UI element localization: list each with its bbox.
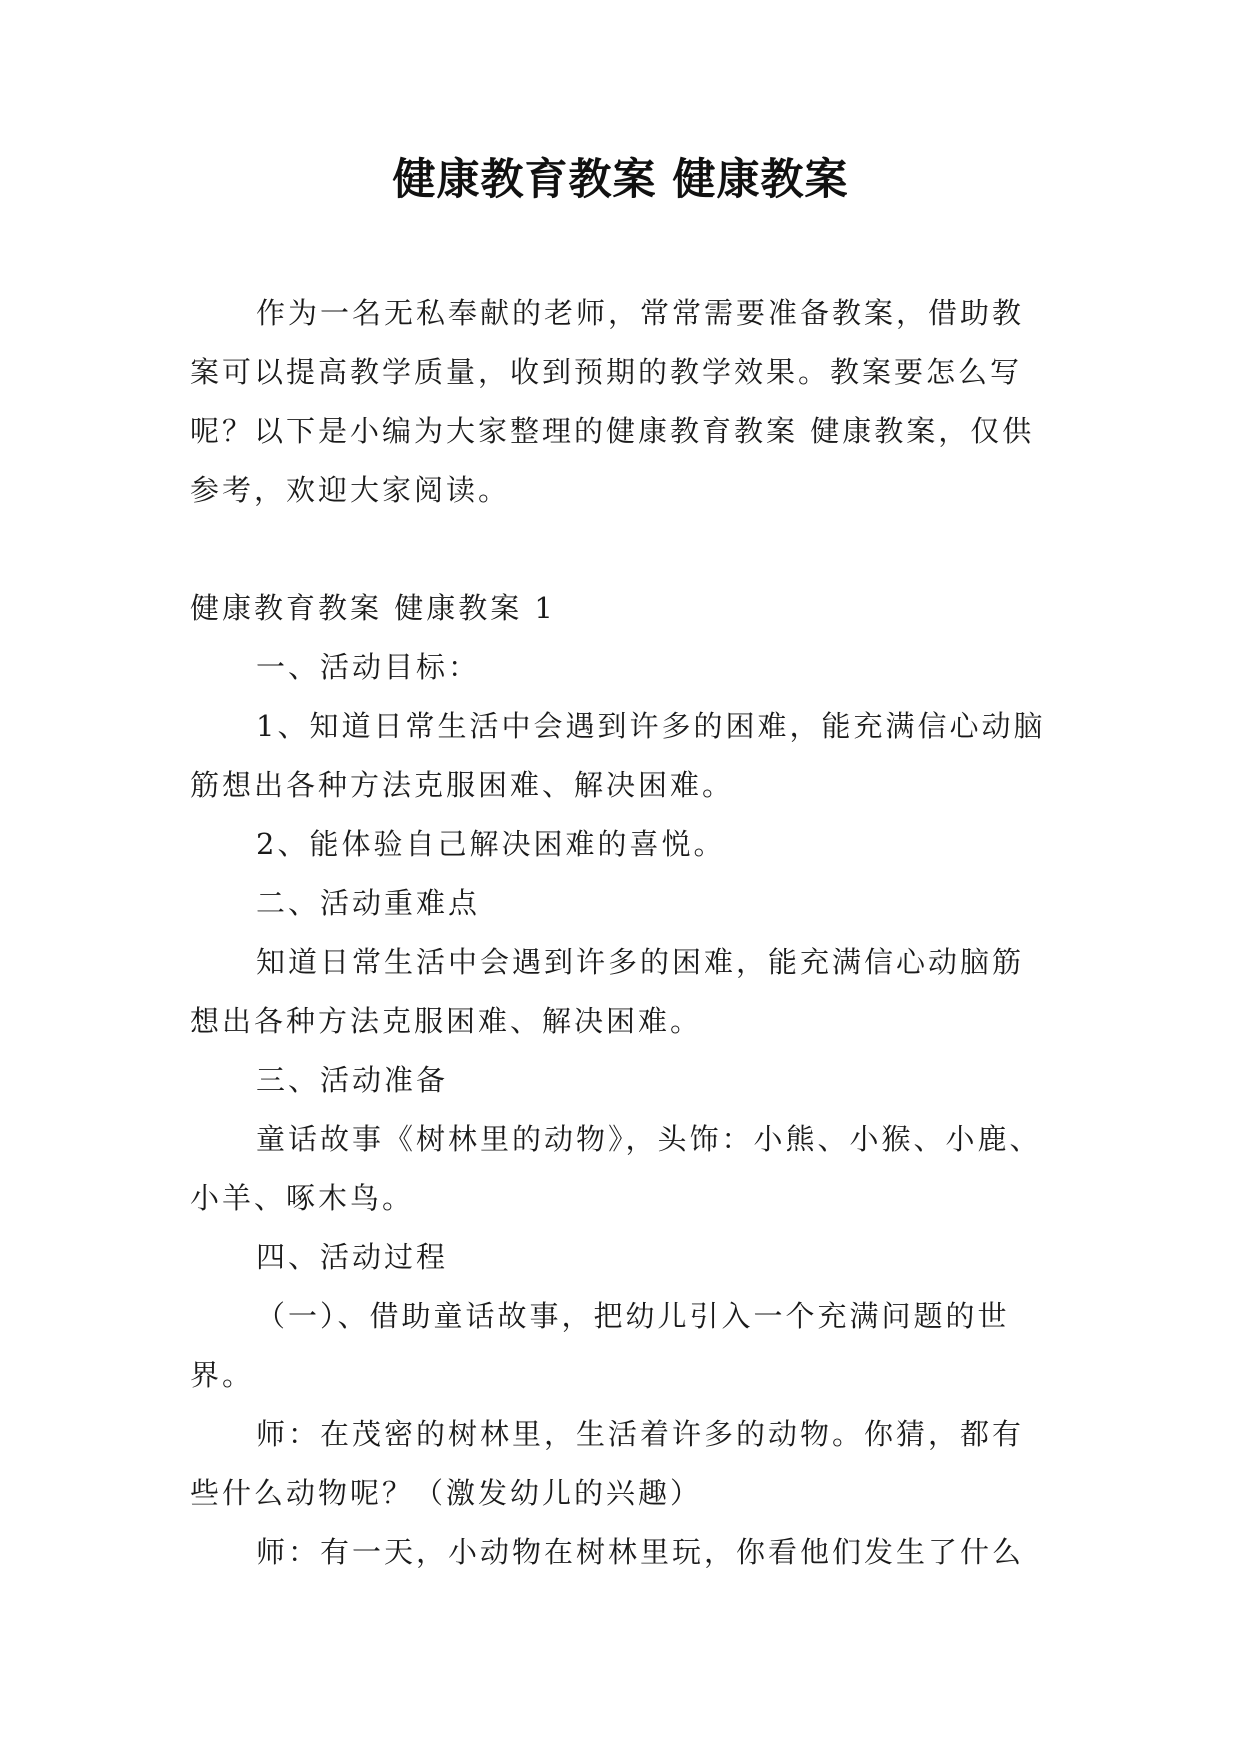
paragraph-spacer [190,520,1052,579]
key-points-heading: 二、活动重难点 [256,886,481,920]
preparation-heading: 三、活动准备 [256,1063,449,1097]
section-heading: 健康教育教案 健康教案 1 [190,591,556,625]
document-body [190,284,1052,1582]
teacher-line-2: 师：有一天，小动物在树林里玩，你看他们发生了什么 [256,1535,1025,1569]
objective-item-2: 2、能体验自己解决困难的喜悦。 [256,827,726,861]
document-title: 健康教育教案 健康教案 [392,155,849,205]
process-step-1: （一）、借助童话故事，把幼儿引入一个充满问题的世界。 [190,1299,1010,1392]
objective-heading: 一、活动目标： [256,650,481,684]
key-points-text: 知道日常生活中会遇到许多的困难，能充满信心动脑筋想出各种方法克服困难、解决困难。 [190,945,1025,1038]
preparation-text: 童话故事《树林里的动物》，头饰：小熊、小猴、小鹿、小羊、啄木鸟。 [190,1122,1042,1215]
process-heading: 四、活动过程 [256,1240,449,1274]
teacher-line-1: 师：在茂密的树林里，生活着许多的动物。你猜，都有些什么动物呢？（激发幼儿的兴趣） [190,1417,1025,1510]
intro-paragraph: 作为一名无私奉献的老师，常常需要准备教案，借助教案可以提高教学质量，收到预期的教学效果。教案要怎么写呢？以下是小编为大家整理的健康教育教案 健康教案，仅供参考，欢迎大家阅读。 [190,296,1035,507]
objective-item-1: 1、知道日常生活中会遇到许多的困难，能充满信心动脑筋想出各种方法克服困难、解决困难。 [190,709,1046,802]
